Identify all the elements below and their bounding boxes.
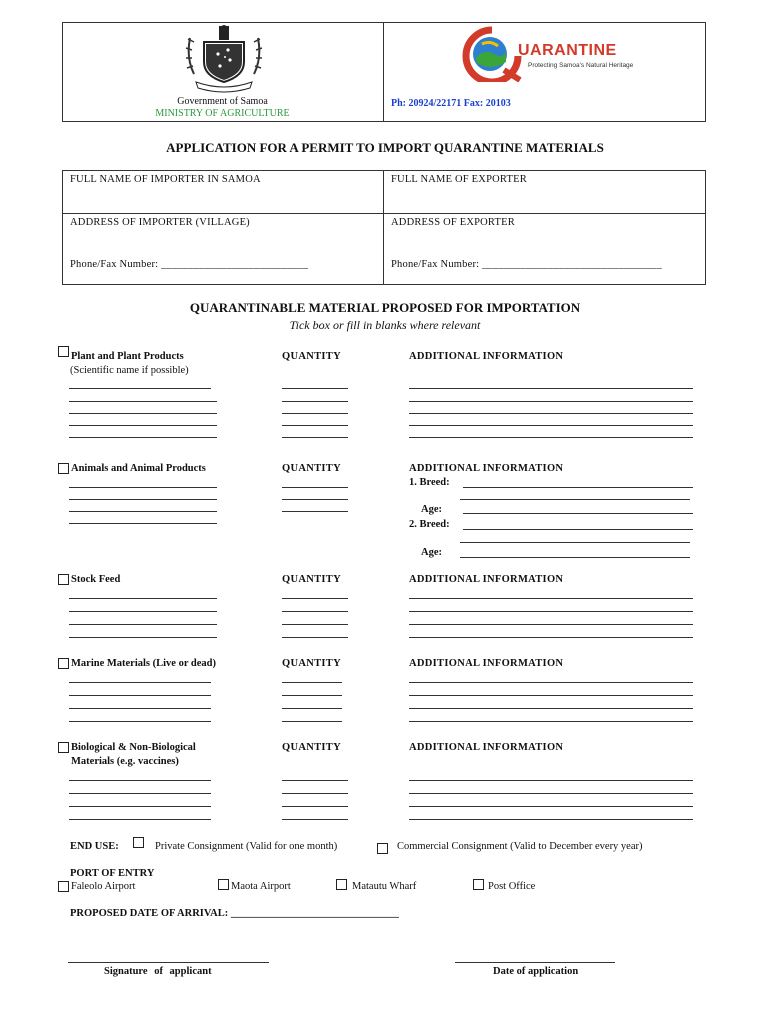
breed-1-line[interactable] bbox=[463, 487, 693, 488]
animal-quantity-header: QUANTITY bbox=[282, 463, 341, 474]
plant-name-lines[interactable] bbox=[69, 388, 217, 438]
government-block bbox=[62, 96, 383, 120]
bio-info-lines[interactable] bbox=[409, 780, 693, 820]
exporter-address-field[interactable]: ADDRESS OF EXPORTER bbox=[391, 217, 515, 228]
breed-2-line[interactable] bbox=[463, 529, 693, 530]
biological-label-2: Materials (e.g. vaccines) bbox=[71, 756, 179, 767]
marine-checkbox[interactable] bbox=[58, 658, 69, 669]
end-use-label: END USE: bbox=[70, 841, 119, 852]
marine-label: Marine Materials (Live or dead) bbox=[71, 658, 217, 669]
marine-name-lines[interactable] bbox=[69, 682, 211, 722]
importer-phone-field[interactable]: Phone/Fax Number: ___________________________ bbox=[70, 259, 309, 270]
bio-name-lines[interactable] bbox=[69, 780, 211, 820]
signature-line[interactable] bbox=[68, 962, 269, 963]
age-1-line[interactable] bbox=[463, 513, 693, 514]
page-title: APPLICATION FOR A PERMIT TO IMPORT QUARANTINE MATERIALS bbox=[166, 140, 604, 155]
materials-section-title: QUARANTINABLE MATERIAL PROPOSED FOR IMPORTATION bbox=[189, 300, 581, 315]
stock-name-lines[interactable] bbox=[69, 598, 217, 638]
maota-airport-checkbox[interactable] bbox=[218, 879, 229, 890]
age-2-label: Age: bbox=[421, 547, 442, 558]
bio-additional-header: ADDITIONAL INFORMATION bbox=[409, 742, 564, 753]
ministry-name: MINISTRY OF AGRICULTURE bbox=[155, 108, 290, 119]
breed-1-label: 1. Breed: bbox=[409, 477, 450, 488]
post-office-label: Post Office bbox=[488, 881, 536, 892]
bio-quantity-lines[interactable] bbox=[282, 780, 348, 820]
maota-airport-label: Maota Airport bbox=[231, 881, 291, 892]
bio-quantity-header: QUANTITY bbox=[282, 742, 341, 753]
proposed-arrival-date-field[interactable]: PROPOSED DATE OF ARRIVAL: ________________________________ bbox=[70, 908, 399, 919]
exporter-name-field[interactable]: FULL NAME OF EXPORTER bbox=[391, 174, 527, 185]
stock-feed-label: Stock Feed bbox=[71, 574, 121, 585]
contact-numbers: Ph: 20924/22171 Fax: 20103 bbox=[391, 98, 511, 109]
marine-quantity-header: QUANTITY bbox=[282, 658, 341, 669]
marine-additional-header: ADDITIONAL INFORMATION bbox=[409, 658, 564, 669]
header-divider bbox=[383, 22, 384, 122]
animal-name-lines[interactable] bbox=[69, 487, 217, 524]
animal-quantity-lines[interactable] bbox=[282, 487, 348, 512]
importer-name-field[interactable]: FULL NAME OF IMPORTER IN SAMOA bbox=[70, 174, 261, 185]
post-office-checkbox[interactable] bbox=[473, 879, 484, 890]
animal-additional-header: ADDITIONAL INFORMATION bbox=[409, 463, 564, 474]
stock-quantity-lines[interactable] bbox=[282, 598, 348, 638]
samoa-coat-of-arms-icon bbox=[180, 24, 268, 94]
marine-quantity-lines[interactable] bbox=[282, 682, 342, 722]
stock-quantity-header: QUANTITY bbox=[282, 574, 341, 585]
date-line[interactable] bbox=[455, 962, 615, 963]
plant-checkbox[interactable] bbox=[58, 346, 69, 357]
animal-checkbox[interactable] bbox=[58, 463, 69, 474]
applicant-divider-horizontal bbox=[62, 213, 706, 214]
breed-2-label: 2. Breed: bbox=[409, 519, 450, 530]
importer-address-field[interactable]: ADDRESS OF IMPORTER (VILLAGE) bbox=[70, 217, 250, 228]
signature-label: Signature of applicant bbox=[104, 966, 212, 977]
biological-checkbox[interactable] bbox=[58, 742, 69, 753]
breed-2-line-2[interactable] bbox=[460, 542, 690, 543]
quarantine-tagline: Protecting Samoa's Natural Heritage bbox=[528, 62, 634, 69]
quarantine-logo bbox=[460, 26, 640, 86]
commercial-consignment-label: Commercial Consignment (Valid to December every year) bbox=[397, 841, 643, 852]
applicant-divider-vertical bbox=[383, 170, 384, 285]
quarantine-globe-icon bbox=[460, 26, 524, 82]
faleolo-airport-checkbox[interactable] bbox=[58, 881, 69, 892]
age-2-line[interactable] bbox=[460, 557, 690, 558]
plant-quantity-lines[interactable] bbox=[282, 388, 348, 438]
stock-info-lines[interactable] bbox=[409, 598, 693, 638]
animal-label: Animals and Animal Products bbox=[71, 463, 206, 474]
biological-label-1: Biological & Non-Biological bbox=[71, 742, 196, 753]
plant-quantity-header: QUANTITY bbox=[282, 351, 341, 362]
quarantine-wordmark: UARANTINE bbox=[518, 42, 617, 59]
materials-section-subtitle: Tick box or fill in blanks where relevant bbox=[289, 318, 481, 332]
private-consignment-checkbox[interactable] bbox=[133, 837, 144, 848]
faleolo-airport-label: Faleolo Airport bbox=[71, 881, 136, 892]
stock-additional-header: ADDITIONAL INFORMATION bbox=[409, 574, 564, 585]
plant-info-lines[interactable] bbox=[409, 388, 693, 438]
age-1-label: Age: bbox=[421, 504, 442, 515]
plant-label: Plant and Plant Products bbox=[71, 351, 184, 362]
stock-feed-checkbox[interactable] bbox=[58, 574, 69, 585]
breed-1-line-2[interactable] bbox=[460, 499, 690, 500]
date-label: Date of application bbox=[493, 966, 579, 977]
plant-additional-header: ADDITIONAL INFORMATION bbox=[409, 351, 564, 362]
matautu-wharf-label: Matautu Wharf bbox=[352, 881, 417, 892]
private-consignment-label: Private Consignment (Valid for one month) bbox=[155, 841, 338, 852]
port-of-entry-label: PORT OF ENTRY bbox=[70, 868, 155, 879]
exporter-phone-field[interactable]: Phone/Fax Number: _________________________________ bbox=[391, 259, 662, 270]
marine-info-lines[interactable] bbox=[409, 682, 693, 722]
commercial-consignment-checkbox[interactable] bbox=[377, 843, 388, 854]
government-name: Government of Samoa bbox=[177, 96, 268, 107]
plant-sublabel: (Scientific name if possible) bbox=[70, 365, 189, 376]
matautu-wharf-checkbox[interactable] bbox=[336, 879, 347, 890]
